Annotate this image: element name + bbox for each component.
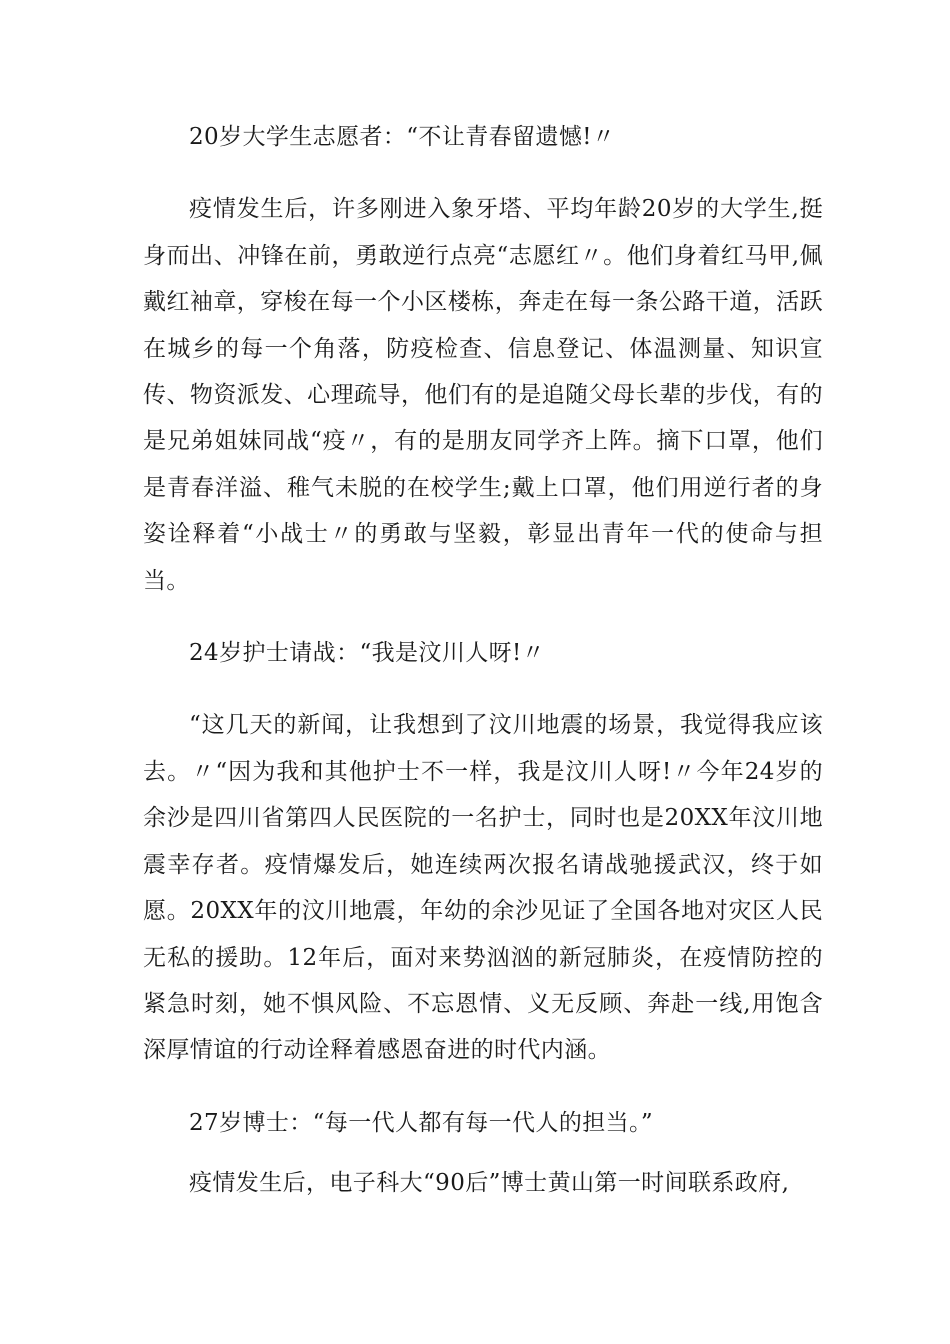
document-content — [143, 114, 823, 1207]
section-heading-nurse: 24岁护士请战：“我是汶川人呀!〃 — [189, 640, 546, 667]
section-heading-doctor: 27岁博士：“每一代人都有每一代人的担当。” — [189, 1109, 654, 1136]
section-heading-student-volunteer: 20岁大学生志愿者：“不让青春留遗憾!〃 — [189, 124, 616, 150]
section-body-nurse: “这几天的新闻，让我想到了汶川地震的场景，我觉得我应该去。〃“因为我和其他护士不一样，我是汶川人呀!〃今年24岁的余沙是四川省第四人民医院的一名护士，同时也是20XX年汶川地震幸存者。疫情爆发后，她连续两次报名请战驰援武汉，终于如愿。20XX年的汶川地震，年幼的余沙见证了全国各地对灾区人民无私的援助。12年后，面对来势汹汹的新冠肺炎，在疫情防控的紧急时刻，她不惧风险、不忘恩情、义无反顾、奔赴一线,用饱含深厚情谊的行动诠释着感恩奋进的时代内涵。 — [143, 712, 823, 1064]
section-body-student-volunteer: 疫情发生后，许多刚进入象牙塔、平均年龄20岁的大学生,挺身而出、冲锋在前，勇敢逆行点亮“志愿红〃。他们身着红马甲,佩戴红袖章，穿梭在每一个小区楼栋，奔走在每一条公路干道，活跃在城乡的每一个角落，防疫检查、信息登记、体温测量、知识宣传、物资派发、心理疏导，他们有的是追随父母长辈的步伐，有的是兄弟姐妹同战“疫〃，有的是朋友同学齐上阵。摘下口罩，他们是青春洋溢、稚气未脱的在校学生;戴上口罩，他们用逆行者的身姿诠释着“小战士〃的勇敢与坚毅，彰显出青年一代的使命与担当。 — [143, 196, 823, 594]
section-body-doctor: 疫情发生后，电子科大“90后”博士黄山第一时间联系政府, — [189, 1170, 790, 1197]
